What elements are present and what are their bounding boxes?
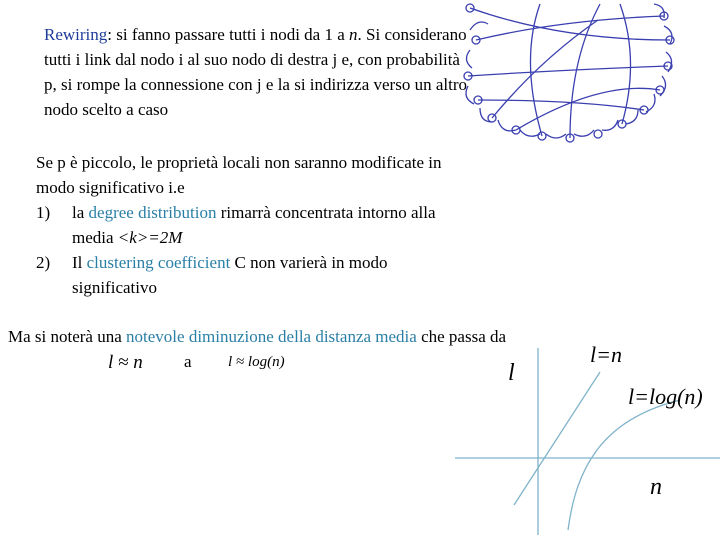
list-number: 1) (36, 203, 51, 222)
rewiring-text-a: : si fanno passare tutti i nodi da 1 a (107, 25, 350, 44)
para3-text-b: che passa da (416, 327, 507, 346)
clustering-coefficient-term: clustering coefficient (86, 253, 231, 272)
para3-text-c: a (184, 352, 192, 371)
item1-text-a: la (72, 203, 89, 222)
curve2-label: l=log(n) (628, 384, 703, 409)
formula-l-approx-n: l ≈ n (108, 352, 143, 373)
mean-degree-formula: <k>=2M (117, 228, 183, 247)
rewiring-text-b: . Si considerano tutti i link dal nodo i al suo nodo di destra j e, con probabilità p, si rompe la connessione con j e la si indirizza verso un altro nodo scelto a caso (44, 25, 467, 119)
item2-text-a: Il (72, 253, 87, 272)
y-axis-label: l (508, 360, 515, 386)
small-p-intro: Se p è piccolo, le proprietà locali non saranno modificate in modo significativo i.e (36, 153, 442, 197)
degree-distribution-term: degree distribution (88, 203, 217, 222)
x-axis-label: n (650, 474, 662, 500)
distance-decrease-term: notevole diminuzione della distanza media (126, 327, 417, 346)
curve1-label: l=n (590, 342, 622, 367)
list-number: 2) (36, 253, 51, 272)
para3-text-a: Ma si noterà una (8, 327, 127, 346)
rewiring-term: Rewiring (44, 25, 108, 44)
linear-curve (514, 372, 600, 505)
formula-l-approx-log-n: l ≈ log(n) (228, 354, 285, 370)
item2-text-b: C non varierà in modo significativo (72, 253, 388, 297)
rewiring-n: n (349, 25, 358, 44)
item1-text-b: rimarrà concentrata intorno alla media (72, 203, 436, 247)
log-curve (568, 400, 680, 530)
